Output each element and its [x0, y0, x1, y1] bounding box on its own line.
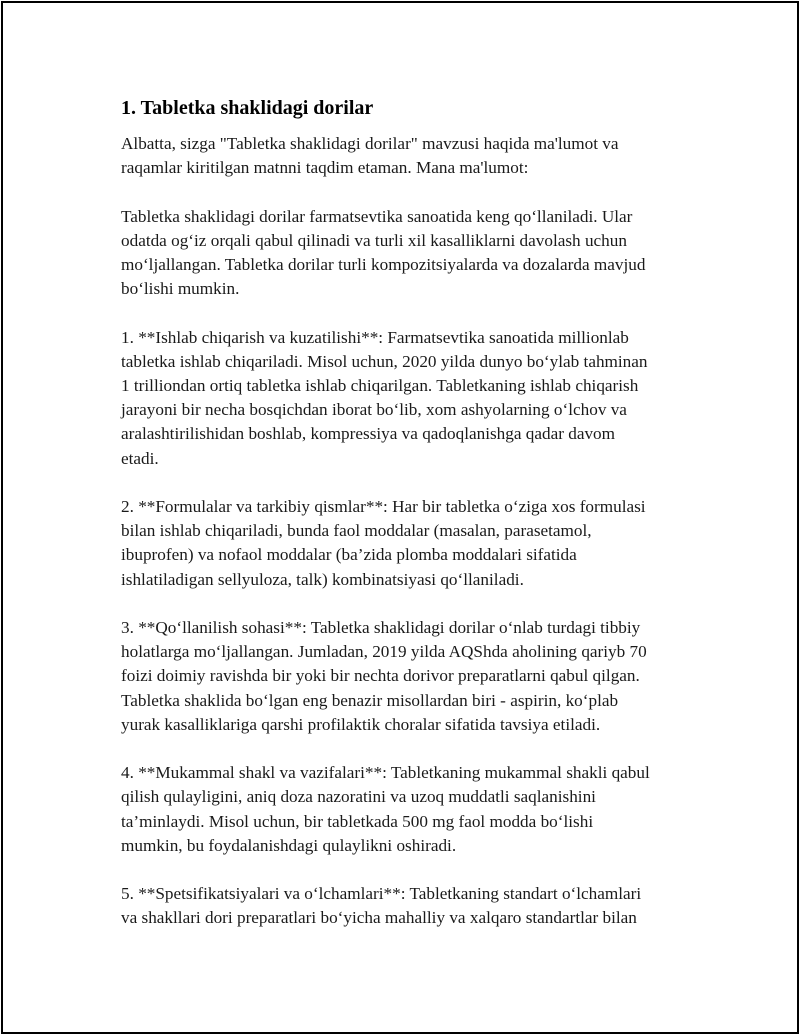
paragraph-item-3 [121, 616, 701, 737]
paragraph-item-4 [121, 761, 701, 858]
text-line: raqamlar kiritilgan matnni taqdim etaman. Mana ma'lumot: [121, 158, 529, 178]
paragraph-item-5 [121, 882, 701, 930]
paragraph-item-1 [121, 326, 701, 471]
text-line: yurak kasalliklariga qarshi profilaktik choralar sifatida tavsiya etiladi. [121, 714, 601, 734]
text-line: 4. **Mukammal shakl va vazifalari**: Tabletkaning mukammal shakli qabul [121, 763, 650, 783]
text-line: odatda og‘iz orqali qabul qilinadi va turli xil kasalliklarni davolash uchun [121, 230, 627, 250]
document-page [1, 1, 799, 1034]
text-line: 5. **Spetsifikatsiyalari va o‘lchamlari**: Tabletkaning standart o‘lchamlari [121, 884, 642, 904]
text-line: 3. **Qo‘llanilish sohasi**: Tabletka shaklidagi dorilar o‘nlab turdagi tibbiy [121, 618, 641, 637]
text-line: aralashtirilishidan boshlab, kompressiya va qadoqlanishga qadar davom [121, 424, 616, 444]
text-line: etadi. [121, 448, 159, 468]
text-line: 1 trilliondan ortiq tabletka ishlab chiqarilgan. Tabletkaning ishlab chiqarish [121, 376, 639, 395]
text-line: ibuprofen) va nofaol moddalar (ba’zida plomba moddalari sifatida [121, 545, 577, 565]
text-line: jarayoni bir necha bosqichdan iborat bo‘lib, xom ashyolarning o‘lchov va [121, 400, 627, 420]
document-content [121, 95, 701, 955]
text-line: holatlarga mo‘ljallangan. Jumladan, 2019 yilda AQShda aholining qariyb 70 [121, 642, 647, 662]
text-line: va shakllari dori preparatlari bo‘yicha mahalliy va xalqaro standartlar bilan [121, 908, 637, 928]
text-line: bilan ishlab chiqariladi, bunda faol moddalar (masalan, parasetamol, [121, 521, 592, 541]
text-line: 1. **Ishlab chiqarish va kuzatilishi**: Farmatsevtika sanoatida millionlab [121, 327, 629, 347]
text-line: mumkin, bu foydalanishdagi qulaylikni oshiradi. [121, 835, 457, 855]
text-line: Tabletka shaklidagi dorilar farmatsevtika sanoatida keng qo‘llaniladi. Ular [121, 206, 633, 226]
text-line: ta’minlaydi. Misol uchun, bir tabletkada 500 mg faol modda bo‘lishi [121, 811, 594, 831]
text-line: ishlatiladigan sellyuloza, talk) kombinatsiyasi qo‘llaniladi. [121, 569, 524, 589]
paragraph-intro [121, 132, 701, 180]
paragraph-item-2 [121, 495, 701, 592]
text-line: mo‘ljallangan. Tabletka dorilar turli kompozitsiyalarda va dozalarda mavjud [121, 255, 646, 274]
text-line: 2. **Formulalar va tarkibiy qismlar**: Har bir tabletka o‘ziga xos formulasi [121, 497, 646, 516]
paragraph-overview [121, 205, 701, 302]
text-line: Albatta, sizga "Tabletka shaklidagi dorilar" mavzusi haqida ma'lumot va [121, 134, 619, 153]
text-line: Tabletka shaklida bo‘lgan eng benazir misollardan biri - aspirin, ko‘plab [121, 690, 619, 710]
document-heading: 1. Tabletka shaklidagi dorilar [121, 97, 374, 119]
text-line: tabletka ishlab chiqariladi. Misol uchun, 2020 yilda dunyo bo‘ylab tahminan [121, 351, 648, 371]
text-line: qilish qulayligini, aniq doza nazoratini va uzoq muddatli saqlanishini [121, 787, 596, 807]
text-line: bo‘lishi mumkin. [121, 279, 240, 299]
text-line: foizi doimiy ravishda bir yoki bir nechta dorivor preparatlarni qabul qilgan. [121, 666, 640, 686]
